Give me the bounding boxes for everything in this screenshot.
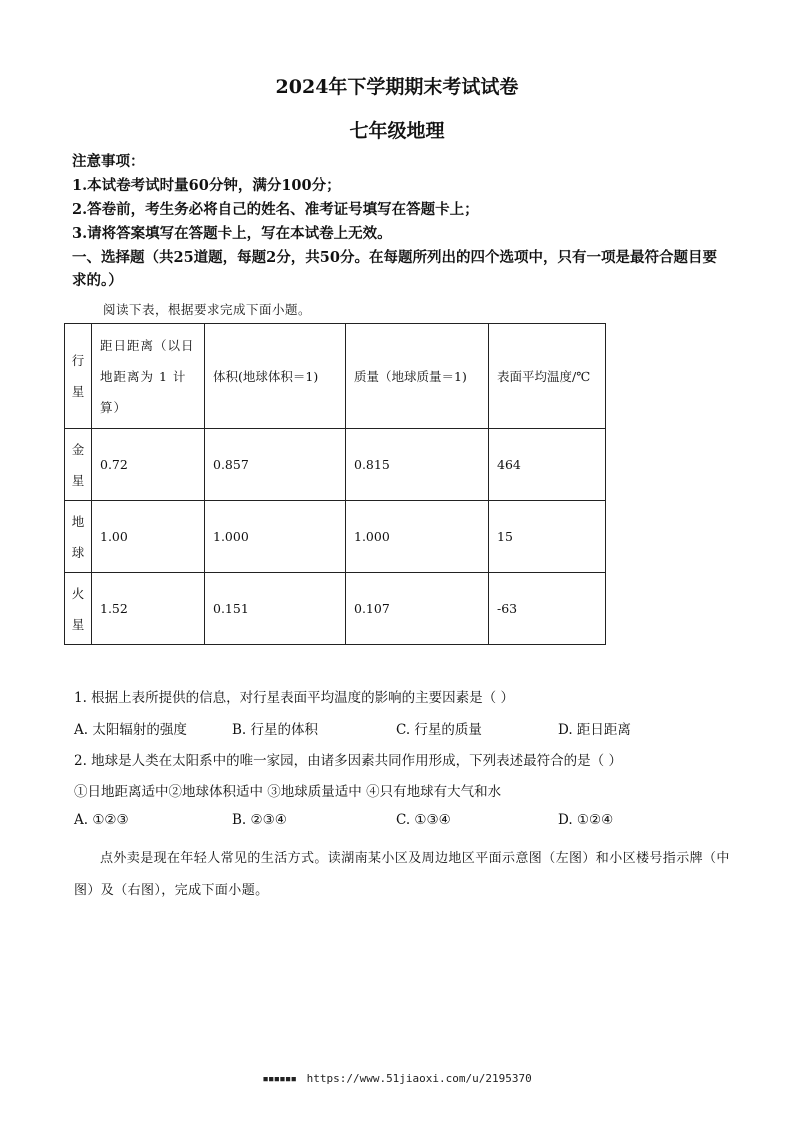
option-a: A. 太阳辐射的强度 [74, 722, 187, 738]
planet-name [65, 501, 92, 573]
footer-watermark [0, 1072, 794, 1085]
cell-distance: 1.52 [92, 573, 205, 645]
note-item-3: 3.请将答案填写在答题卡上，写在本试卷上无效。 [72, 225, 392, 242]
table-row [65, 501, 606, 573]
cell-distance: 1.00 [92, 501, 205, 573]
planet-name-char: 金 [71, 441, 85, 457]
footer-dots: ▪▪▪▪▪▪ [262, 1072, 296, 1085]
table-intro: 阅读下表，根据要求完成下面小题。 [103, 302, 312, 317]
planet-name [65, 429, 92, 501]
header-planet-char: 星 [71, 384, 85, 399]
exam-title: 2024年下学期期末考试试卷 [275, 76, 519, 98]
cell-volume: 0.857 [205, 429, 346, 501]
header-temperature: 表面平均温度/℃ [489, 324, 606, 429]
planet-name-char: 星 [71, 472, 85, 488]
question-1-stem: 1. 根据上表所提供的信息，对行星表面平均温度的影响的主要因素是（ ） [74, 690, 514, 706]
option-d: D. 距日距离 [558, 722, 631, 738]
notes-heading: 注意事项： [72, 153, 145, 170]
cell-mass: 0.107 [346, 573, 489, 645]
option-b: B. 行星的体积 [232, 722, 319, 738]
option-c: C. ①③④ [396, 812, 451, 828]
cell-mass: 0.815 [346, 429, 489, 501]
note-item-1: 1.本试卷考试时量60分钟，满分100分； [72, 177, 341, 194]
question-2-stem: 2. 地球是人类在太阳系中的唯一家园，由诸多因素共同作用形成，下列表述最符合的是（ ） [74, 753, 622, 769]
option-c: C. 行星的质量 [396, 722, 482, 738]
planet-table [64, 323, 606, 645]
planet-name-char: 星 [71, 616, 85, 632]
planet-name-char: 地 [71, 513, 85, 529]
question-1-options [74, 718, 674, 738]
section-heading: 一、选择题（共25道题，每题2分，共50分。在每题所列出的四个选项中，只有一项是最符合题目要求的。） [72, 249, 717, 289]
question-2-options [74, 812, 674, 832]
planet-name-char: 火 [71, 585, 85, 601]
option-d: D. ①②④ [558, 812, 614, 828]
table-row [65, 429, 606, 501]
header-distance-line: 算） [100, 399, 128, 415]
header-volume: 体积(地球体积＝1) [205, 324, 346, 429]
header-distance-line: 距日距离（以日 [100, 337, 195, 353]
table-header-row [65, 324, 606, 429]
option-b: B. ②③④ [232, 812, 287, 828]
header-distance [92, 324, 205, 429]
header-mass: 质量（地球质量＝1) [346, 324, 489, 429]
question-2-statement: ①日地距离适中②地球体积适中 ③地球质量适中 ④只有地球有大气和水 [74, 784, 502, 800]
cell-mass: 1.000 [346, 501, 489, 573]
cell-temperature: -63 [489, 573, 606, 645]
table-row [65, 573, 606, 645]
passage: 点外卖是现在年轻人常见的生活方式。读湖南某小区及周边地区平面示意图（左图）和小区楼号指示牌（中图）及（右图），完成下面小题。 [74, 851, 730, 898]
cell-volume: 0.151 [205, 573, 346, 645]
note-item-2: 2.答卷前，考生务必将自己的姓名、准考证号填写在答题卡上； [72, 201, 479, 218]
footer-url[interactable]: https://www.51jiaoxi.com/u/2195370 [306, 1072, 532, 1085]
exam-subtitle: 七年级地理 [349, 120, 445, 142]
header-planet [65, 324, 92, 429]
cell-temperature: 464 [489, 429, 606, 501]
cell-volume: 1.000 [205, 501, 346, 573]
header-planet-char: 行 [71, 353, 85, 368]
planet-name-char: 球 [71, 544, 85, 560]
cell-distance: 0.72 [92, 429, 205, 501]
planet-name [65, 573, 92, 645]
cell-temperature: 15 [489, 501, 606, 573]
option-a: A. ①②③ [74, 812, 129, 828]
header-distance-line: 地距离为 1 计 [100, 368, 187, 384]
